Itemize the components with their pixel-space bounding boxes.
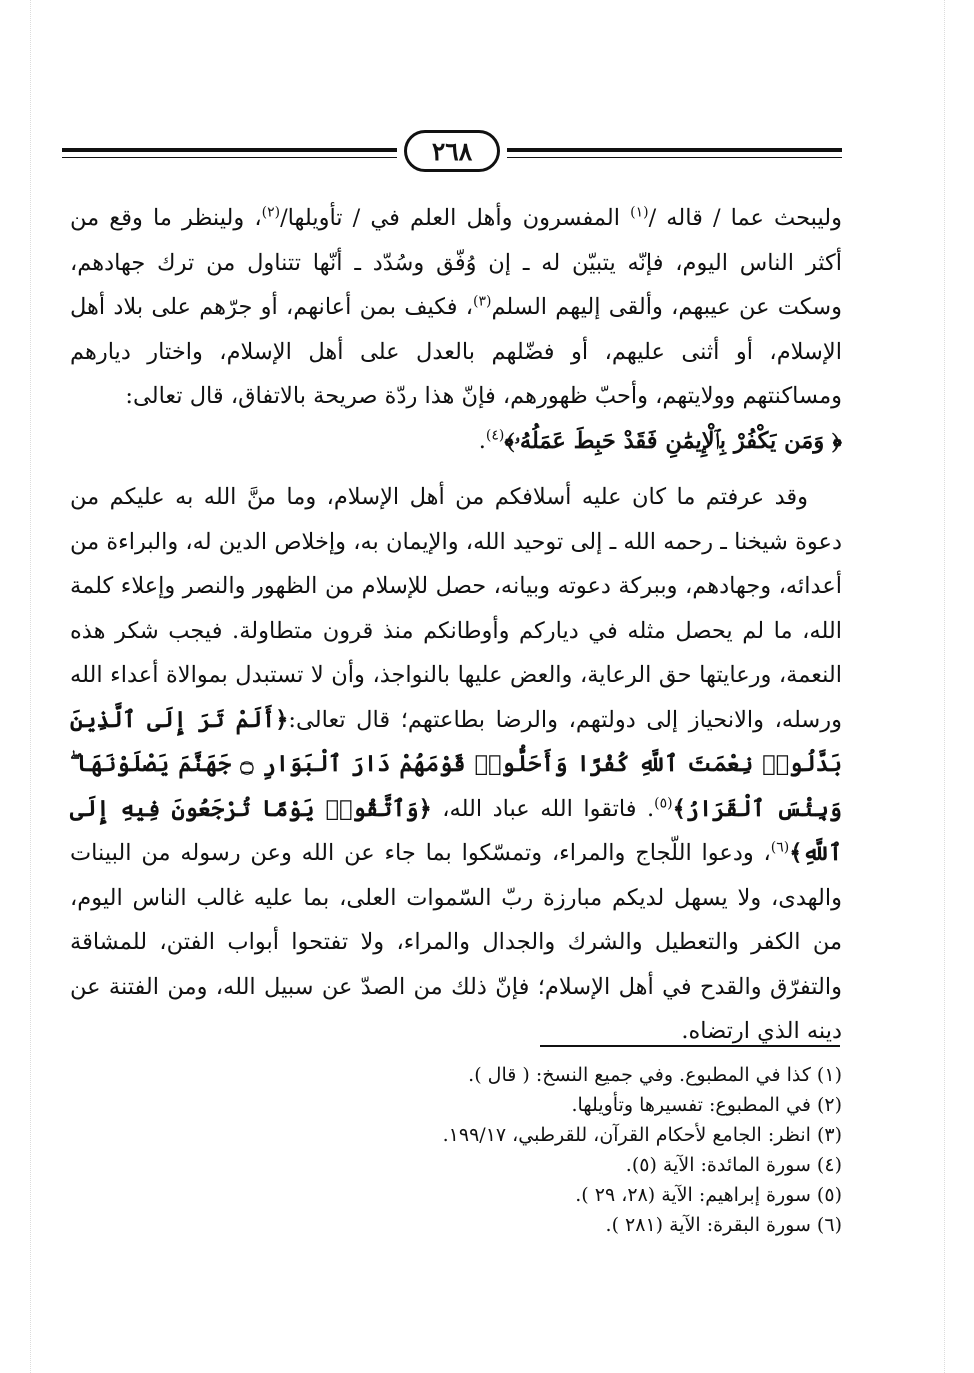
footnote-separator (540, 1045, 840, 1047)
footnote: (٣) انظر: الجامع لأحكام القرآن، للقرطبي، ١٩٩/١٧. (442, 1124, 842, 1146)
footnotes (322, 1060, 842, 1240)
footnote-ref: (٦) (770, 839, 790, 856)
header-rule (62, 148, 397, 152)
footnote: (٤) سورة المائدة: الآية (٥). (625, 1154, 842, 1176)
text-run: . فاتقوا الله عباد الله، (431, 795, 655, 822)
text-run: وقد عرفتم ما كان عليه أسلافكم من أهل الإسلام، وما منَّ الله به عليكم من دعوة شيخنا ـ رحمه الله ـ إلى توحيد الله، والإيمان به، وإخلاص الدين له، والبراءة من أعدائه، وجهادهم، وببركة دعوته وبيانه، حصل للإسلام من الظهور والنصر وإعلاء كلمة الله، ما لم يحصل مثله في دياركم وأوطانكم منذ قرون متطاولة. فيجب شكر هذه النعمة، ورعايتها حق الرعاية، والعض عليها بالنواجذ، وأن لا تستبدل بموالاة أعداء الله ورسله، والانحياز إلى دولتهم، والرضا بطاعتهم؛ قال تعالى: (70, 484, 842, 733)
page-header (62, 128, 842, 176)
quran-verse: ﴿ وَمَن يَكْفُرْ بِٱلْإِيمَٰنِ فَقَدْ حَبِطَ عَمَلُهُۥ﴾ (504, 427, 842, 454)
page-number: ٢٦٨ (404, 130, 500, 172)
footnote-ref: (٣) (472, 293, 492, 310)
text-run: ، ولينظر ما وقع من أكثر الناس اليوم، فإنّه يتبيّن له ـ إن وُفّق وسُدّد ـ أنّها تتناول من ترك جهادهم، وسكت عن عيبهم، وألقى إليهم السلم (70, 205, 842, 320)
text-run: ، فكيف بمن أعانهم، أو جرّهم على بلاد أهل الإسلام، أو أثنى عليهم، أو فضّلهم بالعدل على أهل الإسلام، واختار ديارهم ومساكنتهم وولايتهم، وأحبّ ظهورهم، فإنّ هذا ردّة صريحة بالاتفاق، قال تعالى: (70, 294, 842, 409)
footnote-ref: (٢) (261, 204, 281, 221)
scan-margin-line (944, 0, 945, 1373)
scan-margin-line (30, 0, 31, 1373)
text-run: المفسرون وأهل العلم في / تأويلها/ (280, 205, 631, 231)
footnote-ref: (١) (630, 204, 649, 221)
quran-verse: ﴿أَلَمْ تَرَ إِلَى ٱلَّذِينَ بَدَّلُوا۟ نِعْمَتَ ٱللَّهِ كُفْرًا وَأَحَلُّوا۟ قَوْمَهُمْ دَارَ ٱلْبَوَارِ ۝ جَهَنَّمَ يَصْلَوْنَهَا ۖ وَبِئْسَ ٱلْقَرَارُ﴾ (70, 706, 843, 822)
paragraph (70, 196, 842, 463)
header-rule (507, 157, 842, 158)
footnote: (٦) سورة البقرة: الآية (٢٨١ ). (605, 1214, 842, 1236)
text-run: وليبحث عما / قاله / (648, 205, 842, 231)
main-text (70, 196, 842, 1054)
header-rule (507, 148, 842, 152)
footnote-ref: (٥) (654, 795, 673, 811)
text-run: ، ودعوا اللّجاج والمراء، وتمسّكوا بما جاء عن الله وعن رسوله من البينات والهدى، ولا يسهل لديكم مبارزة ربّ السّموات العلى، بما عليه غالب الناس اليوم، من الكفر والتعطيل والشرك والجدال والمراء، ولا تفتحوا أبواب الفتن، للمشاقة والتفرّق والقدح في أهل الإسلام؛ فإنّ ذلك من الصدّ عن سبيل الله، ومن الفتنة عن دينه الذي ارتضاه. (70, 840, 842, 1044)
footnote: (٢) في المطبوع: تفسيرها وتأويلها. (571, 1094, 842, 1116)
quran-verse: ﴿وَٱتَّقُوا۟ يَوْمًا تُرْجَعُونَ فِيهِ إِلَى ٱللَّهِ﴾ (70, 795, 842, 866)
paragraph (70, 475, 842, 1054)
text-run: . (478, 427, 486, 454)
footnote: (٥) سورة إبراهيم: الآية (٢٨، ٢٩ ). (575, 1184, 842, 1206)
footnote-ref: (٤) (485, 427, 505, 443)
header-rule (62, 157, 397, 158)
footnote: (١) كذا في المطبوع. وفي جميع النسخ: ( قال ). (468, 1064, 842, 1086)
